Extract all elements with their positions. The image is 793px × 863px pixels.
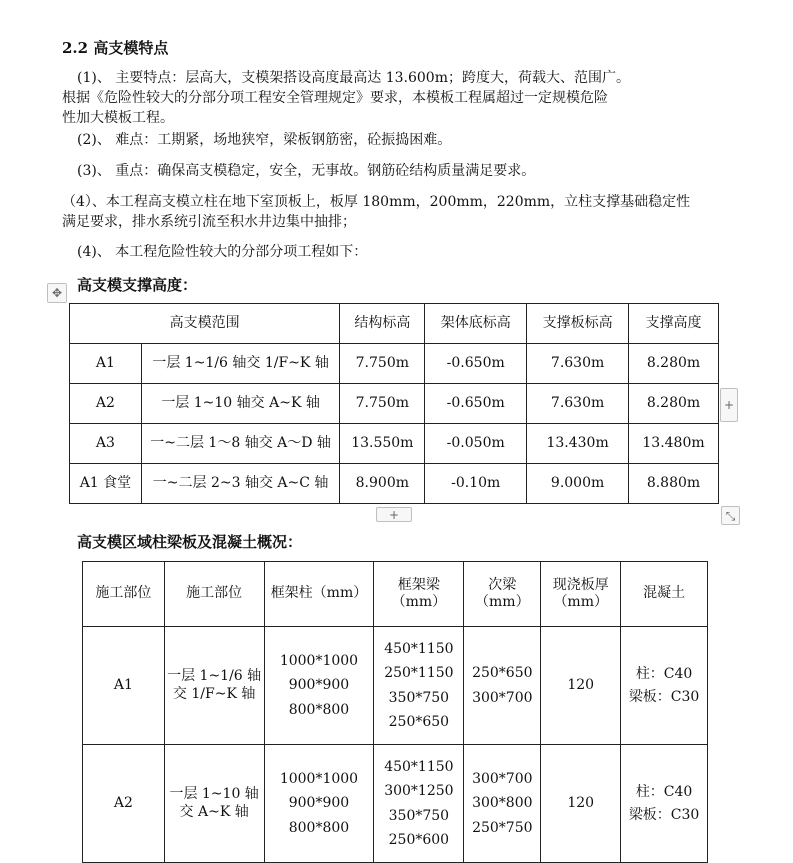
cell-concrete: 柱：C40 梁板：C30 bbox=[621, 745, 708, 863]
cell-slab-thickness: 120 bbox=[541, 627, 621, 745]
header-support-slab-elevation: 支撑板标高 bbox=[527, 304, 629, 344]
cell-frame-bottom-elevation: -0.050m bbox=[425, 424, 527, 464]
paragraph-1-cont1: 根据《危险性较大的分部分项工程安全管理规定》要求，本模板工程属超过一定规模危险 bbox=[62, 90, 608, 106]
cell-zone: A1 bbox=[70, 344, 142, 384]
header-frame-column: 框架柱（mm） bbox=[264, 562, 374, 627]
add-row-button[interactable]: + bbox=[376, 507, 412, 522]
cell-range: 一~二层 1～8 轴交 A～D 轴 bbox=[141, 424, 340, 464]
table-move-handle-icon[interactable]: ✥ bbox=[47, 283, 67, 303]
header-slab-thickness: 现浇板厚 （mm） bbox=[541, 562, 621, 627]
cell-frame-bottom-elevation: -0.650m bbox=[425, 344, 527, 384]
cell-support-height: 8.880m bbox=[629, 464, 719, 504]
header-secondary-beam: 次梁（mm） bbox=[464, 562, 541, 627]
cell-slab-thickness: 120 bbox=[541, 745, 621, 863]
cell-support-slab-elevation: 9.000m bbox=[527, 464, 629, 504]
cell-range: 一~二层 2~3 轴交 A~C 轴 bbox=[141, 464, 340, 504]
cell-zone: A1 bbox=[83, 627, 165, 745]
header-concrete: 混凝土 bbox=[621, 562, 708, 627]
paragraph-4-line2: 满足要求，排水系统引流至积水井边集中抽排； bbox=[62, 214, 356, 230]
cell-range: 一层 1~10 轴交 A~K 轴 bbox=[141, 384, 340, 424]
paragraph-1: (1)、 主要特点：层高大，支模架搭设高度最高达 13.600m；跨度大，荷载大、范围广。 bbox=[77, 70, 630, 86]
cell-zone: A2 bbox=[70, 384, 142, 424]
cell-frame-column: 1000*1000 900*900 800*800 bbox=[264, 745, 374, 863]
cell-concrete: 柱：C40 梁板：C30 bbox=[621, 627, 708, 745]
paragraph-4-line1: （4）、本工程高支模立柱在地下室顶板上，板厚 180mm，200mm，220mm，立柱支撑基础稳定性 bbox=[62, 194, 691, 210]
cell-range: 一层 1~1/6 轴 交 1/F~K 轴 bbox=[164, 627, 264, 745]
cell-structure-elevation: 7.750m bbox=[340, 384, 425, 424]
cell-range: 一层 1~10 轴 交 A~K 轴 bbox=[164, 745, 264, 863]
header-construction-part: 施工部位 bbox=[83, 562, 165, 627]
cell-range: 一层 1~1/6 轴交 1/F~K 轴 bbox=[141, 344, 340, 384]
cell-support-slab-elevation: 7.630m bbox=[527, 384, 629, 424]
table-row bbox=[83, 627, 708, 745]
header-support-height: 支撑高度 bbox=[629, 304, 719, 344]
cell-support-slab-elevation: 13.430m bbox=[527, 424, 629, 464]
cell-support-height: 8.280m bbox=[629, 344, 719, 384]
section-title: 2.2 高支模特点 bbox=[62, 39, 169, 57]
table-resize-icon[interactable]: ⤡ bbox=[721, 506, 740, 525]
cell-support-height: 8.280m bbox=[629, 384, 719, 424]
cell-frame-bottom-elevation: -0.10m bbox=[425, 464, 527, 504]
table-row bbox=[70, 464, 719, 504]
table-row bbox=[83, 745, 708, 863]
support-height-table bbox=[69, 303, 719, 504]
header-construction-part-detail: 施工部位 bbox=[164, 562, 264, 627]
cell-structure-elevation: 13.550m bbox=[340, 424, 425, 464]
cell-secondary-beam: 300*700 300*800 250*750 bbox=[464, 745, 541, 863]
cell-support-slab-elevation: 7.630m bbox=[527, 344, 629, 384]
cell-zone: A2 bbox=[83, 745, 165, 863]
table1-title: 高支模支撑高度： bbox=[77, 276, 198, 294]
cell-secondary-beam: 250*650 300*700 bbox=[464, 627, 541, 745]
table2-title: 高支模区域柱梁板及混凝土概况： bbox=[77, 533, 303, 551]
header-structure-elevation: 结构标高 bbox=[340, 304, 425, 344]
cell-frame-column: 1000*1000 900*900 800*800 bbox=[264, 627, 374, 745]
cell-frame-beam: 450*1150 250*1150 350*750 250*650 bbox=[374, 627, 464, 745]
paragraph-2: (2)、 难点：工期紧，场地狭窄，梁板钢筋密，砼振捣困难。 bbox=[77, 132, 452, 148]
paragraph-3: (3)、 重点：确保高支模稳定，安全，无事故。钢筋砼结构质量满足要求。 bbox=[77, 163, 536, 179]
paragraph-5: (4)、 本工程危险性较大的分部分项工程如下： bbox=[77, 244, 368, 260]
table-row bbox=[70, 384, 719, 424]
cell-structure-elevation: 7.750m bbox=[340, 344, 425, 384]
cell-frame-beam: 450*1150 300*1250 350*750 250*600 bbox=[374, 745, 464, 863]
cell-zone: A3 bbox=[70, 424, 142, 464]
cell-structure-elevation: 8.900m bbox=[340, 464, 425, 504]
table-header-row bbox=[83, 562, 708, 627]
table-row bbox=[70, 424, 719, 464]
header-frame-bottom-elevation: 架体底标高 bbox=[425, 304, 527, 344]
cell-zone: A1 食堂 bbox=[70, 464, 142, 504]
table-row bbox=[70, 344, 719, 384]
cell-frame-bottom-elevation: -0.650m bbox=[425, 384, 527, 424]
paragraph-1-cont2: 性加大模板工程。 bbox=[62, 110, 174, 126]
add-column-button[interactable]: + bbox=[720, 388, 738, 422]
header-frame-beam: 框架梁 （mm） bbox=[374, 562, 464, 627]
table-header-row bbox=[70, 304, 719, 344]
column-beam-slab-table bbox=[82, 561, 708, 863]
header-range: 高支模范围 bbox=[70, 304, 340, 344]
cell-support-height: 13.480m bbox=[629, 424, 719, 464]
